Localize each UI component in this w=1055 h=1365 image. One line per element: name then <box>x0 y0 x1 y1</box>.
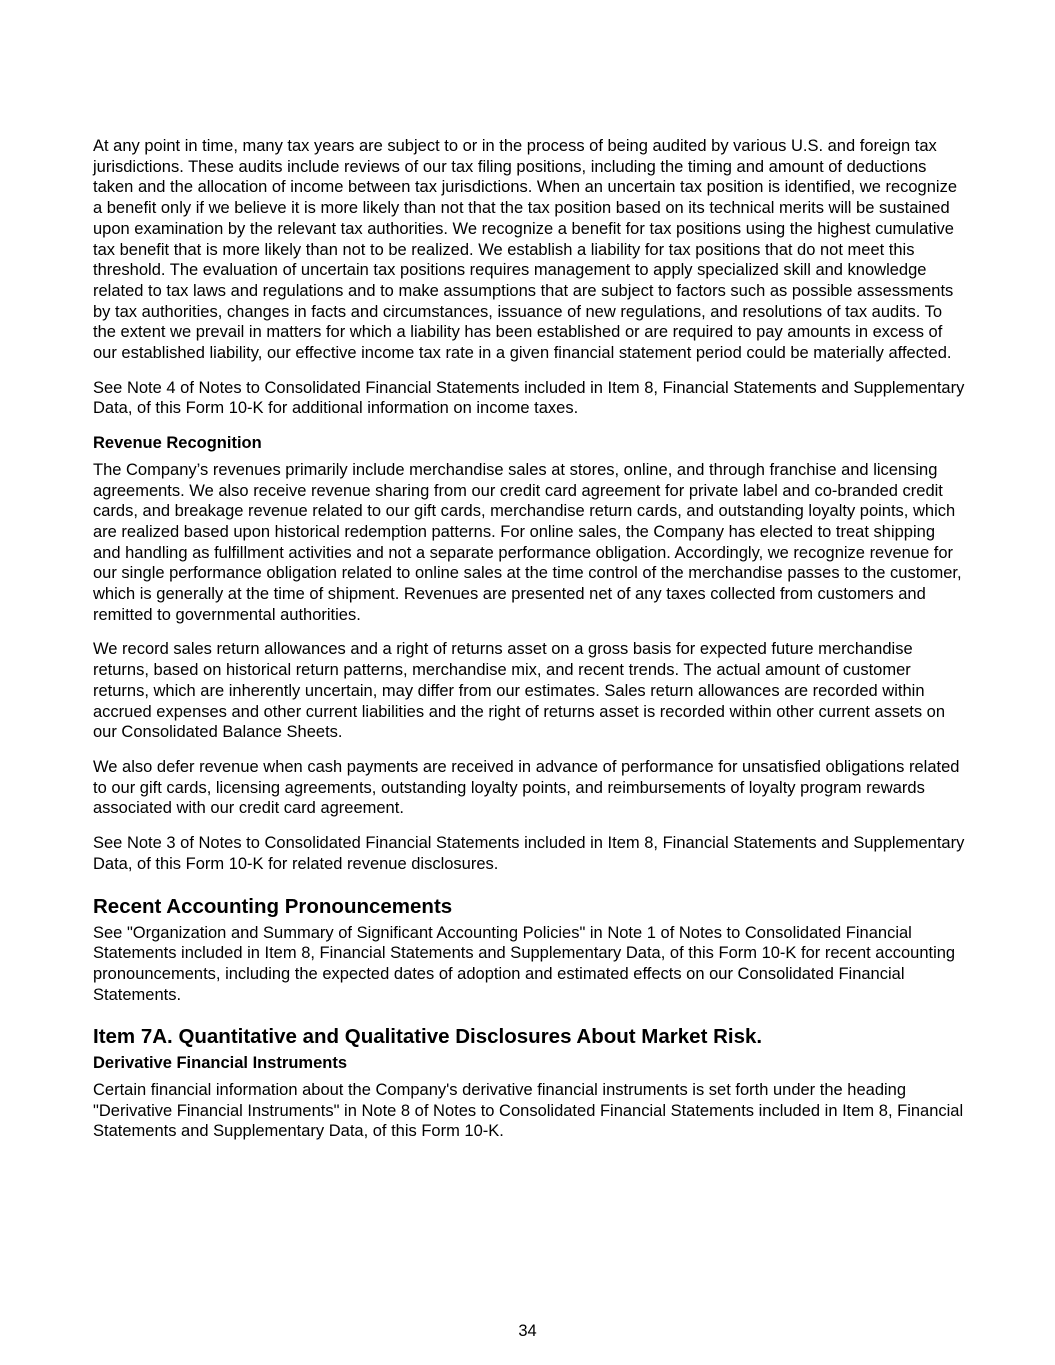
paragraph-derivative-instruments: Certain financial information about the Company's derivative financial instruments is set forth under the heading "Derivative Financial Instruments" in Note 8 of Notes to Consolidated Financial Statements included in Item 8, Financial Statements and Supplementary Data, of this Form 10-K. <box>93 1081 964 1141</box>
paragraph-accounting-pronouncements: See "Organization and Summary of Significant Accounting Policies" in Note 1 of Notes to Consolidated Financial Statements included in Item 8, Financial Statements and Supplementary Data, of this Form 10-K for recent accounting pronouncements, including the expected dates of adoption and estimated effects on our Consolidated Financial Statements. <box>93 923 956 1004</box>
paragraph-revenue-sources: The Company’s revenues primarily include merchandise sales at stores, online, and through franchise and licensing agreements. We also receive revenue sharing from our credit card agreement for private label and co-branded credit cards, and breakage revenue related to our gift cards, merchandise return cards, and outstanding loyalty points, which are realized based upon historical redemption patterns. For online sales, the Company has elected to treat shipping and handling as fulfillment activities and not a separate performance obligation. Accordingly, we recognize revenue for our single performance obligation related to online sales at the time control of the merchandise passes to the customer, which is generally at the time of shipment. Revenues are presented net of any taxes collected from customers and remitted to governmental authorities. <box>93 460 962 624</box>
page-number: 34 <box>518 1322 537 1340</box>
document-body <box>93 136 965 1156</box>
heading-item-7a: Item 7A. Quantitative and Qualitative Disclosures About Market Risk. <box>93 1025 763 1049</box>
heading-derivative-financial-instruments: Derivative Financial Instruments <box>93 1054 348 1073</box>
paragraph-note-4-reference: See Note 4 of Notes to Consolidated Financial Statements included in Item 8, Financial Statements and Supplementary Data, of this Form 10-K for additional information on income taxes. <box>93 378 965 418</box>
paragraph-deferred-revenue: We also defer revenue when cash payments are received in advance of performance for unsatisfied obligations related to our gift cards, licensing agreements, outstanding loyalty points, and reimbursements of loyalty program rewards associated with our credit card agreement. <box>93 757 960 818</box>
paragraph-uncertain-tax-positions: At any point in time, many tax years are subject to or in the process of being audited by various U.S. and foreign tax jurisdictions. These audits include reviews of our tax filing positions, including the timing and amount of deductions taken and the allocation of income between tax jurisdictions. When an uncertain tax position is identified, we recognize a benefit only if we believe it is more likely than not that the tax position based on its technical merits will be sustained upon examination by the relevant tax authorities. We recognize a benefit for tax positions using the highest cumulative tax benefit that is more likely than not to be realized. We establish a liability for tax positions that do not meet this threshold. The evaluation of uncertain tax positions requires management to apply specialized skill and knowledge related to tax laws and regulations and to make assumptions that are subject to factors such as possible assessments by tax authorities, changes in facts and circumstances, issuance of new regulations, and resolutions of tax audits. To the extent we prevail in matters for which a liability has been established or are required to pay amounts in excess of our established liability, our effective income tax rate in a given financial statement period could be materially affected. <box>93 137 958 363</box>
paragraph-note-3-reference: See Note 3 of Notes to Consolidated Financial Statements included in Item 8, Financial Statements and Supplementary Data, of this Form 10-K for related revenue disclosures. <box>93 834 965 873</box>
paragraph-sales-return-allowances: We record sales return allowances and a right of returns asset on a gross basis for expected future merchandise returns, based on historical return patterns, merchandise mix, and recent trends. The actual amount of customer returns, which are inherently uncertain, may differ from our estimates. Sales return allowances are recorded within accrued expenses and other current liabilities and the right of returns asset is recorded within other current assets on our Consolidated Balance Sheets. <box>93 640 946 742</box>
heading-revenue-recognition: Revenue Recognition <box>93 434 262 453</box>
heading-recent-accounting-pronouncements: Recent Accounting Pronouncements <box>93 894 453 918</box>
